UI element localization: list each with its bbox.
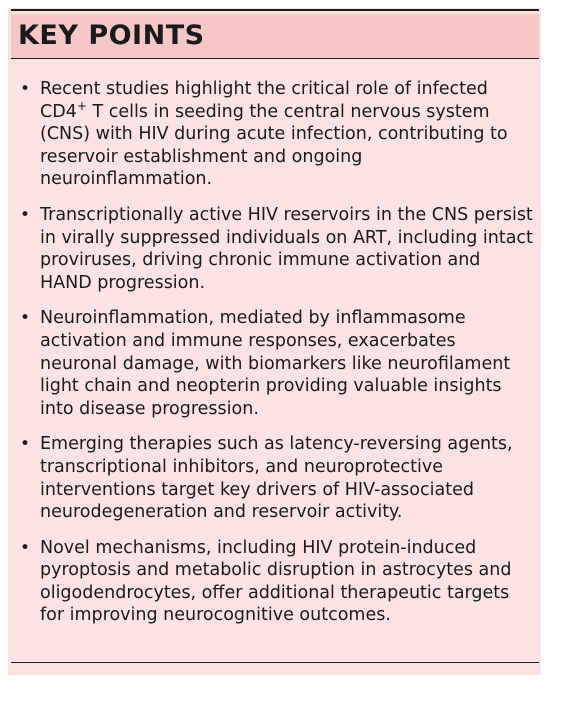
bottom-rule (11, 662, 539, 663)
key-point-text-continued: T cells in seeding the central nervous system (CNS) with HIV during acute infection, contributing to reservoir establishment and ongoing neuroinflammation. (40, 101, 508, 190)
key-point-item (20, 537, 535, 627)
key-points-list (20, 78, 535, 640)
bullet-icon: • (20, 204, 31, 225)
key-point-text: Novel mechanisms, including HIV protein-induced pyroptosis and metabolic disruption in astrocytes and oligodendrocytes, offer additional therapeutic targets for improving neurocognitive outcomes. (40, 537, 512, 626)
bullet-icon: • (20, 434, 31, 455)
key-point-text: Emerging therapies such as latency-reversing agents, transcriptional inhibitors, and neuroprotective interventions target key drivers of HIV-associated neurodegeneration and reservoir activity. (40, 434, 513, 523)
bullet-icon: • (20, 308, 31, 329)
key-point-item (20, 204, 535, 294)
key-points-title: KEY POINTS (18, 20, 205, 51)
superscript: + (76, 98, 87, 113)
key-point-text: Transcriptionally active HIV reservoirs in the CNS persist in virally suppressed individuals on ART, including intact proviruses, driving chronic immune activation and HAND progression. (40, 204, 533, 293)
key-point-text: Neuroinflammation, mediated by inflammasome activation and immune responses, exacerbates neuronal damage, with biomarkers like neurofilament light chain and neopterin providing valuable insights into disease progression. (40, 308, 511, 419)
key-point-item (20, 433, 535, 523)
bullet-icon: • (20, 537, 31, 558)
title-divider (11, 58, 539, 59)
top-rule (11, 9, 539, 11)
key-point-item (20, 78, 535, 191)
bullet-icon: • (20, 79, 31, 99)
key-point-text: Recent studies highlight the critical role of infected CD4 (40, 79, 488, 122)
key-point-item (20, 307, 535, 420)
